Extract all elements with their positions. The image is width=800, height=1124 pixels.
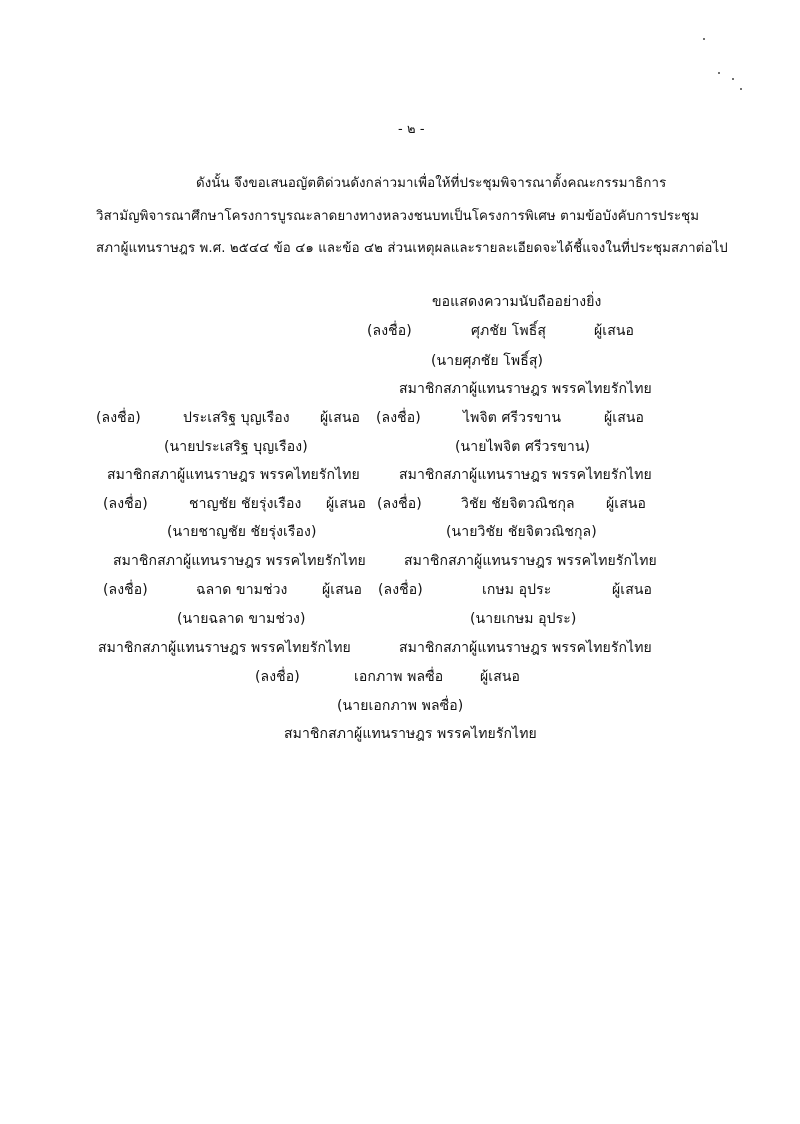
sign-label: (ลงชื่อ) [367, 323, 412, 339]
signer-name: ศุภชัย โพธิ์สุ [471, 323, 547, 339]
proposer-label: ผู้เสนอ [322, 582, 363, 598]
paragraph-line-2: วิสามัญพิจารณาศึกษาโครงการบูรณะลาดยางทางหลวงชนบทเป็นโครงการพิเศษ ตามข้อบังคับการประชุม [96, 209, 700, 224]
sign-label: (ลงชื่อ) [96, 410, 141, 426]
member-title: สมาชิกสภาผู้แทนราษฎร พรรคไทยรักไทย [107, 467, 360, 483]
sign-label: (ลงชื่อ) [377, 496, 422, 512]
member-title: สมาชิกสภาผู้แทนราษฎร พรรคไทยรักไทย [399, 381, 652, 397]
paragraph-line-3: สภาผู้แทนราษฎร พ.ศ. ๒๕๔๔ ข้อ ๔๑ และข้อ ๔๒ ส่วนเหตุผลและรายละเอียดจะได้ชี้แจงในที่ประชุมสภาต่อไป [96, 241, 728, 256]
signer-full-name: (นายฉลาด ขามช่วง) [177, 611, 306, 627]
signer-full-name: (นายเกษม อุประ) [470, 611, 577, 627]
scan-speck [732, 78, 734, 80]
signer-name: ประเสริฐ บุญเรือง [183, 410, 290, 426]
closing-text: ขอแสดงความนับถืออย่างยิ่ง [432, 294, 602, 310]
signer-full-name: (นายเอกภาพ พลซื่อ) [337, 698, 464, 714]
scan-speck [740, 88, 742, 90]
signer-name: วิชัย ชัยจิตวณิชกุล [461, 496, 575, 512]
signer-full-name: (นายประเสริฐ บุญเรือง) [164, 439, 308, 455]
signer-name: ชาญชัย ชัยรุ่งเรือง [189, 496, 302, 512]
scan-speck [703, 38, 705, 40]
member-title: สมาชิกสภาผู้แทนราษฎร พรรคไทยรักไทย [399, 640, 652, 656]
sign-label: (ลงชื่อ) [255, 669, 300, 685]
signer-full-name: (นายไพจิต ศรีวรขาน) [455, 439, 591, 455]
proposer-label: ผู้เสนอ [604, 410, 645, 426]
proposer-label: ผู้เสนอ [326, 496, 367, 512]
member-title: สมาชิกสภาผู้แทนราษฎร พรรคไทยรักไทย [404, 553, 657, 569]
member-title: สมาชิกสภาผู้แทนราษฎร พรรคไทยรักไทย [113, 553, 366, 569]
sign-label: (ลงชื่อ) [103, 496, 148, 512]
paragraph-line-1: ดังนั้น จึงขอเสนอญัตติด่วนดังกล่าวมาเพื่อให้ที่ประชุมพิจารณาตั้งคณะกรรมาธิการ [196, 176, 667, 191]
signer-name: ไพจิต ศรีวรขาน [463, 410, 562, 426]
signer-name: เกษม อุประ [482, 582, 552, 598]
signer-name: เอกภาพ พลซื่อ [354, 669, 444, 685]
scan-speck [718, 72, 720, 74]
signer-full-name: (นายชาญชัย ชัยรุ่งเรือง) [167, 524, 317, 540]
member-title: สมาชิกสภาผู้แทนราษฎร พรรคไทยรักไทย [399, 467, 652, 483]
signer-name: ฉลาด ขามช่วง [196, 582, 288, 598]
signer-full-name: (นายวิชัย ชัยจิตวณิชกุล) [446, 524, 597, 540]
proposer-label: ผู้เสนอ [606, 496, 647, 512]
proposer-label: ผู้เสนอ [612, 582, 653, 598]
proposer-label: ผู้เสนอ [480, 669, 521, 685]
proposer-label: ผู้เสนอ [594, 323, 635, 339]
member-title: สมาชิกสภาผู้แทนราษฎร พรรคไทยรักไทย [98, 640, 351, 656]
proposer-label: ผู้เสนอ [320, 410, 361, 426]
member-title: สมาชิกสภาผู้แทนราษฎร พรรคไทยรักไทย [284, 726, 537, 742]
signer-full-name: (นายศุภชัย โพธิ์สุ) [431, 353, 544, 369]
sign-label: (ลงชื่อ) [378, 582, 423, 598]
sign-label: (ลงชื่อ) [103, 582, 148, 598]
sign-label: (ลงชื่อ) [376, 410, 421, 426]
page-number: - ๒ - [398, 122, 425, 137]
